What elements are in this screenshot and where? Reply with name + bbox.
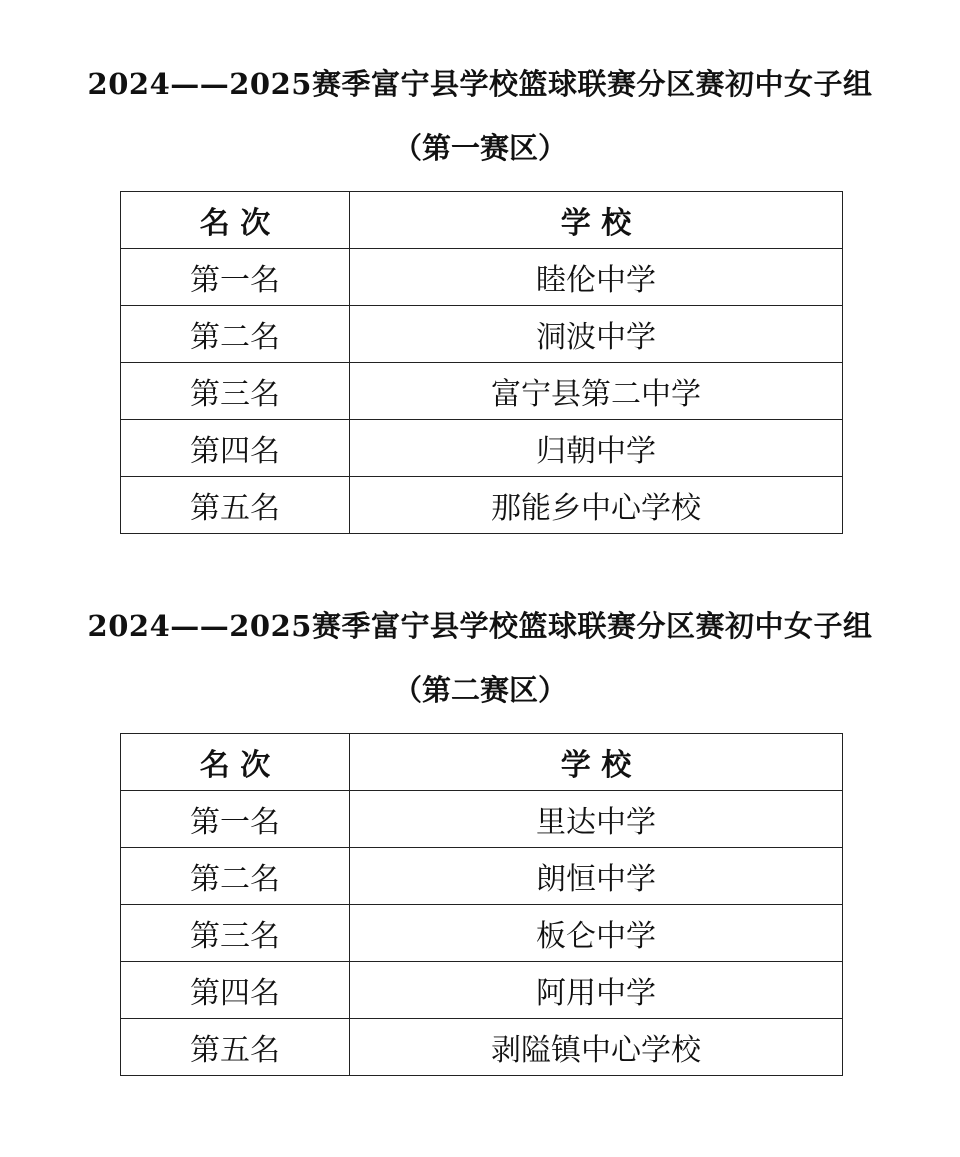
table-row: [121, 905, 843, 962]
school-cell: 洞波中学: [350, 306, 843, 363]
table-row: [121, 249, 843, 306]
rank-cell: 第三名: [121, 363, 350, 420]
section-1-subtitle: （第一赛区）: [392, 131, 567, 165]
school-cell: 朗恒中学: [350, 848, 843, 905]
rank-cell: 第一名: [121, 791, 350, 848]
school-cell: 归朝中学: [350, 420, 843, 477]
rank-column-header: 名 次: [121, 192, 350, 249]
rank-cell: 第四名: [121, 420, 350, 477]
section-1-ranking-table: [120, 191, 843, 534]
table-row: [121, 1019, 843, 1076]
school-cell: 里达中学: [350, 791, 843, 848]
school-cell: 那能乡中心学校: [350, 477, 843, 534]
table-row: [121, 420, 843, 477]
school-column-header: 学 校: [350, 734, 843, 791]
table-row: [121, 306, 843, 363]
rank-cell: 第二名: [121, 848, 350, 905]
section-2-title: 2024——2025赛季富宁县学校篮球联赛分区赛初中女子组: [87, 609, 873, 643]
school-cell: 阿用中学: [350, 962, 843, 1019]
table-row: [121, 477, 843, 534]
school-cell: 剥隘镇中心学校: [350, 1019, 843, 1076]
section-2-ranking-table: [120, 733, 843, 1076]
rank-cell: 第四名: [121, 962, 350, 1019]
table-header-row: [121, 192, 843, 249]
school-cell: 富宁县第二中学: [350, 363, 843, 420]
rank-cell: 第五名: [121, 1019, 350, 1076]
table-row: [121, 962, 843, 1019]
school-cell: 睦伦中学: [350, 249, 843, 306]
rank-cell: 第二名: [121, 306, 350, 363]
table-row: [121, 791, 843, 848]
rank-column-header: 名 次: [121, 734, 350, 791]
rank-cell: 第一名: [121, 249, 350, 306]
section-1-title: 2024——2025赛季富宁县学校篮球联赛分区赛初中女子组: [87, 67, 873, 101]
table-row: [121, 848, 843, 905]
rank-cell: 第三名: [121, 905, 350, 962]
rank-cell: 第五名: [121, 477, 350, 534]
school-column-header: 学 校: [350, 192, 843, 249]
table-row: [121, 363, 843, 420]
table-header-row: [121, 734, 843, 791]
school-cell: 板仑中学: [350, 905, 843, 962]
section-2-subtitle: （第二赛区）: [392, 673, 567, 707]
